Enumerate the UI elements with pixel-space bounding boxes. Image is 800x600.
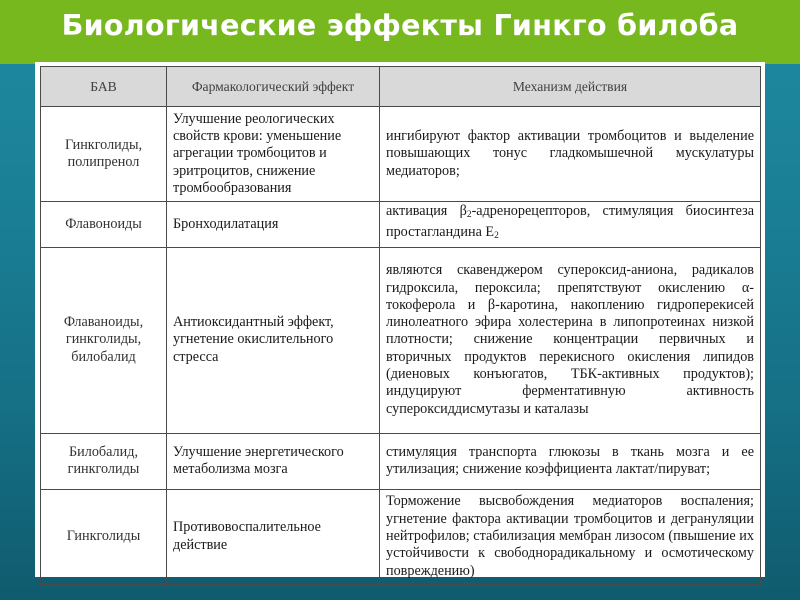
cell-effect: Улучшение реологических свойств крови: уменьшение агрегации тромбоцитов и эритроцитов, снижение тромбообразования [167, 107, 380, 202]
table-panel [35, 62, 765, 577]
header-bav: БАВ [41, 67, 167, 107]
table-row [41, 202, 761, 248]
cell-mechanism: ингибируют фактор активации тромбоцитов и выделение повышающих тонус гладкомышечной мускулатуры медиаторов; [380, 107, 761, 202]
slide-title: Биологические эффекты Гинкго билоба [61, 9, 739, 42]
cell-mechanism: Торможение высвобождения медиаторов воспаления; угнетение фактора активации тромбоцитов и дегрануляции нейтрофилов; стабилизация мембран лизосом (пвышение их устойчивости к свободнорадикальному и осмотическому повреждению) [380, 489, 761, 584]
table-row [41, 247, 761, 433]
cell-mechanism: являются скавенджером супероксид-аниона, радикалов гидроксила, пероксила; препятствуют окислению α-токоферола и β-каротина, накоплению гидроперекисей линолеатного эфира холестерина в липопротеинах низкой плотности; снижение концентрации первичных и вторичных продуктов перекисного окисления липидов (диеновых конъюгатов, ТБК-активных продуктов); индуцируют ферментативную активность супероксиддисмутазы и каталазы [380, 247, 761, 433]
cell-mechanism [380, 202, 761, 248]
mechanism-subscript: 2 [466, 210, 472, 220]
cell-mechanism: стимуляция транспорта глюкозы в ткань мозга и ее утилизация; снижение коэффициента лактат/пируват; [380, 433, 761, 489]
table-row [41, 433, 761, 489]
cell-bav: Гинкголиды [41, 489, 167, 584]
cell-effect: Антиоксидантный эффект, угнетение окислительного стресса [167, 247, 380, 433]
header-effect: Фармакологический эффект [167, 67, 380, 107]
header-mechanism: Механизм действия [380, 67, 761, 107]
cell-effect: Противовоспалительное действие [167, 489, 380, 584]
title-bar [0, 0, 800, 64]
cell-bav: Билобалид, гинкголиды [41, 433, 167, 489]
table-header-row [41, 67, 761, 107]
mechanism-subscript: 2 [494, 231, 499, 242]
cell-effect: Улучшение энергетического метаболизма мозга [167, 433, 380, 489]
cell-bav: Гинкголиды, полипренол [41, 107, 167, 202]
bav-table [40, 66, 761, 585]
cell-effect: Бронходилатация [167, 202, 380, 248]
table-row [41, 107, 761, 202]
mechanism-text-a: активация β [386, 203, 467, 219]
cell-bav: Флавоноиды [41, 202, 167, 248]
mechanism-text-b: -адренорецепторов, стимуляция биосинтеза простагландина E [386, 203, 754, 241]
table-row [41, 489, 761, 584]
cell-bav: Флаваноиды, гинкголиды, билобалид [41, 247, 167, 433]
